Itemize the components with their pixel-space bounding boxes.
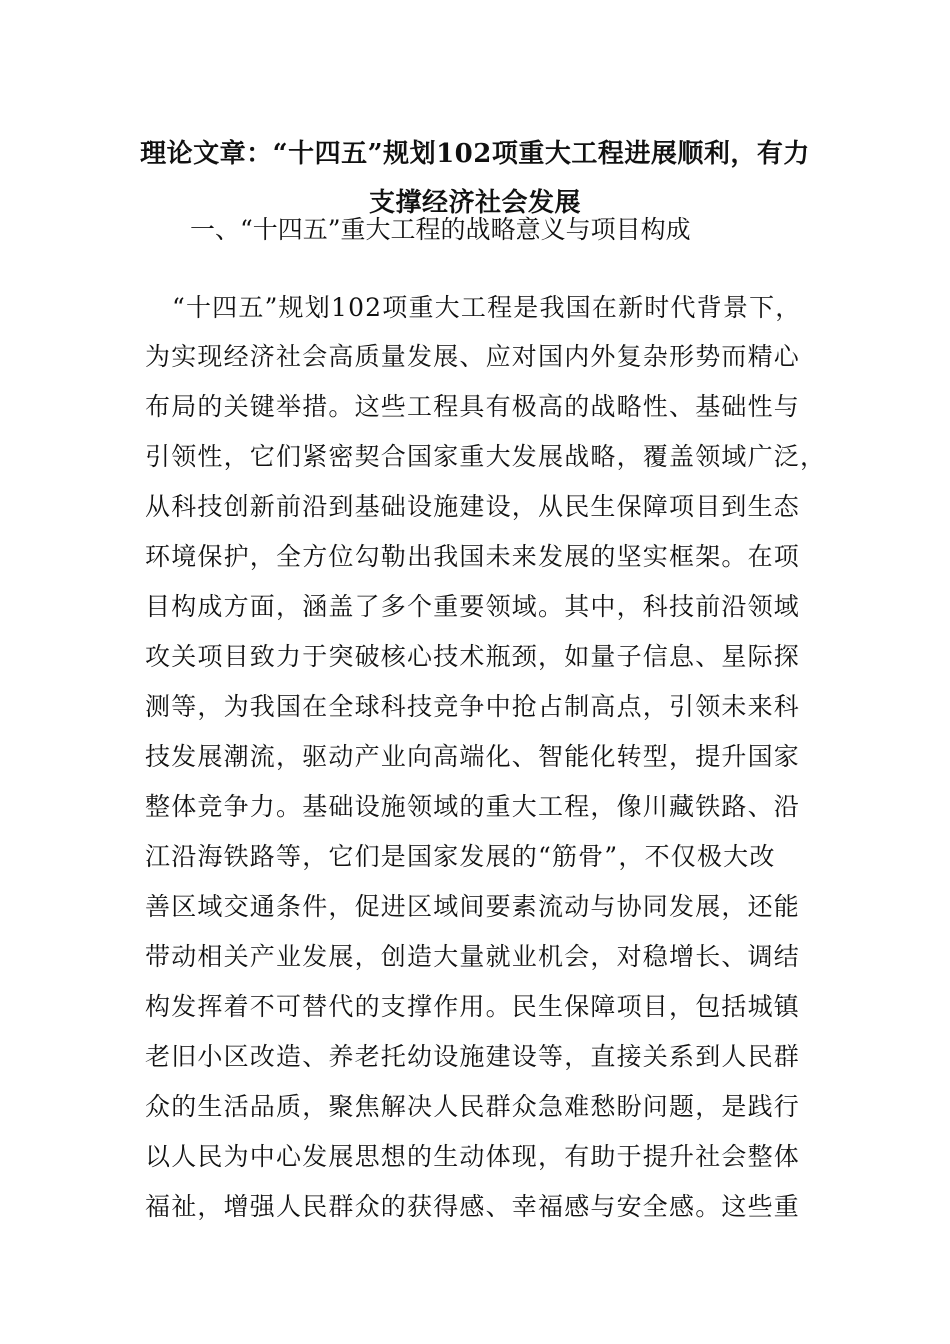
body-line: 技发展潮流，驱动产业向高端化、智能化转型，提升国家 (145, 742, 801, 771)
body-line: 整体竞争力。基础设施领域的重大工程，像川藏铁路、沿 (145, 792, 801, 821)
body-line: 攻关项目致力于突破核心技术瓶颈，如量子信息、星际探 (145, 642, 801, 671)
body-line: 从科技创新前沿到基础设施建设，从民生保障项目到生态 (145, 492, 801, 521)
body-line: 江沿海铁路等，它们是国家发展的“筋骨”，不仅极大改 (145, 842, 776, 871)
body-line: 为实现经济社会高质量发展、应对国内外复杂形势而精心 (145, 342, 801, 371)
body-line: 测等，为我国在全球科技竞争中抢占制高点，引领未来科 (145, 692, 801, 721)
body-line: 环境保护，全方位勾勒出我国未来发展的坚实框架。在项 (145, 542, 801, 571)
body-line: 福祉，增强人民群众的获得感、幸福感与安全感。这些重 (145, 1192, 801, 1221)
body-line: “十四五”规划102项重大工程是我国在新时代背景下， (172, 293, 802, 322)
body-line: 带动相关产业发展，创造大量就业机会，对稳增长、调结 (145, 942, 801, 971)
body-line: 目构成方面，涵盖了多个重要领域。其中，科技前沿领域 (145, 592, 801, 621)
body-line: 善区域交通条件，促进区域间要素流动与协同发展，还能 (145, 892, 801, 921)
section-heading: 一、“十四五”重大工程的战略意义与项目构成 (190, 215, 691, 244)
body-line: 引领性，它们紧密契合国家重大发展战略，覆盖领域广泛， (145, 442, 827, 471)
document-title-line-2: 支撑经济社会发展 (368, 188, 581, 218)
body-line: 众的生活品质，聚焦解决人民群众急难愁盼问题，是践行 (145, 1092, 801, 1121)
body-line: 构发挥着不可替代的支撑作用。民生保障项目，包括城镇 (145, 992, 801, 1021)
document-title-line-1: 理论文章：“十四五”规划102项重大工程进展顺利，有力 (140, 139, 810, 169)
body-line: 以人民为中心发展思想的生动体现，有助于提升社会整体 (145, 1142, 801, 1171)
body-line: 老旧小区改造、养老托幼设施建设等，直接关系到人民群 (145, 1042, 801, 1071)
body-line: 布局的关键举措。这些工程具有极高的战略性、基础性与 (145, 392, 801, 421)
